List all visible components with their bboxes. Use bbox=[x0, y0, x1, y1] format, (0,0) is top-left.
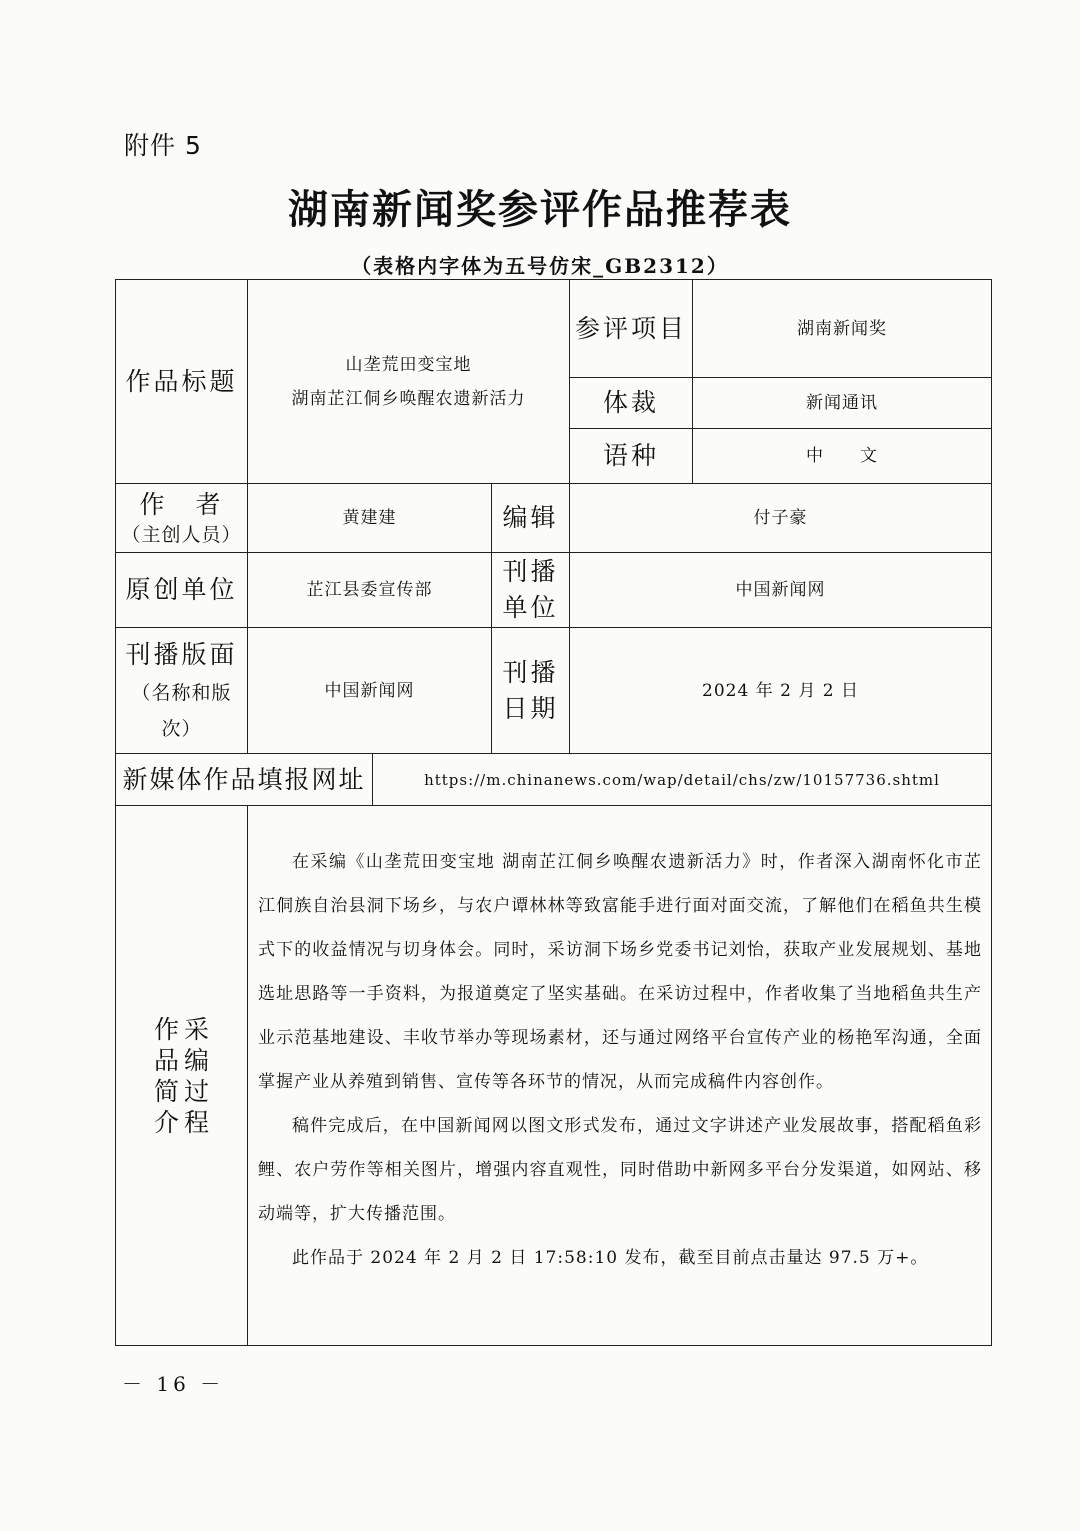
layout-label bbox=[115, 627, 248, 754]
author-sublabel: （主创人员） bbox=[121, 523, 242, 546]
work-title-line-1: 山垄荒田变宝地 bbox=[345, 354, 472, 375]
language-label-text: 语种 bbox=[602, 441, 659, 470]
genre-label bbox=[569, 377, 693, 429]
genre-value bbox=[692, 377, 992, 429]
publisher-value-text: 中国新闻网 bbox=[735, 580, 826, 600]
category-label-text: 参评项目 bbox=[574, 313, 687, 343]
author-label bbox=[115, 483, 248, 553]
layout-sublabel-2: 次） bbox=[161, 717, 202, 740]
origin-unit-label-text: 原创单位 bbox=[125, 575, 238, 604]
publisher-label bbox=[491, 552, 570, 628]
editor-label bbox=[491, 483, 570, 553]
publisher-label-line-2: 单位 bbox=[502, 593, 559, 622]
page-number: － 16 － bbox=[122, 1372, 225, 1396]
process-label-char: 品 bbox=[153, 1045, 179, 1075]
layout-value bbox=[247, 627, 492, 754]
layout-label-text: 刊播版面 bbox=[125, 639, 238, 669]
page-title: 湖南新闻奖参评作品推荐表 bbox=[288, 187, 792, 233]
language-value-text: 中 文 bbox=[806, 446, 878, 466]
work-title-value bbox=[247, 279, 570, 484]
process-label-char: 简 bbox=[153, 1076, 179, 1106]
genre-value-text: 新闻通讯 bbox=[806, 393, 878, 413]
process-label bbox=[115, 805, 248, 1346]
process-label-char: 程 bbox=[183, 1107, 209, 1137]
url-value bbox=[372, 753, 992, 806]
process-label-char: 作 bbox=[153, 1014, 179, 1044]
origin-unit-value-text: 芷江县委宣传部 bbox=[306, 580, 433, 600]
process-label-char: 介 bbox=[153, 1107, 179, 1137]
url-label bbox=[115, 753, 373, 806]
genre-label-text: 体裁 bbox=[602, 388, 659, 417]
layout-sublabel-1: （名称和版 bbox=[131, 681, 232, 704]
process-description bbox=[258, 840, 982, 1280]
origin-unit-value bbox=[247, 552, 492, 628]
publish-date-label-line-1: 刊播 bbox=[502, 657, 559, 687]
attachment-label: 附件 5 bbox=[124, 131, 202, 160]
category-value bbox=[692, 279, 992, 378]
publish-date-label-line-2: 日期 bbox=[502, 693, 559, 723]
language-value bbox=[692, 428, 992, 484]
origin-unit-label bbox=[115, 552, 248, 628]
publish-date-value-text: 2024 年 2 月 2 日 bbox=[702, 680, 859, 701]
publish-date-value bbox=[569, 627, 992, 754]
url-label-text: 新媒体作品填报网址 bbox=[122, 764, 366, 794]
process-paragraph-1: 在采编《山垄荒田变宝地 湖南芷江侗乡唤醒农遗新活力》时，作者深入湖南怀化市芷江侗族自治县洞下场乡，与农户谭林林等致富能手进行面对面交流，了解他们在稻鱼共生模式下的收益情况与切身体会。同时，采访洞下场乡党委书记刘怡，获取产业发展规划、基地选址思路等一手资料，为报道奠定了坚实基础。在采访过程中，作者收集了当地稻鱼共生产业示范基地建设、丰收节举办等现场素材，还与通过网络平台宣传产业的杨艳军沟通，全面掌握产业从养殖到销售、宣传等各环节的情况，从而完成稿件内容创作。 bbox=[258, 852, 982, 1092]
author-value bbox=[247, 483, 492, 553]
process-paragraph-3: 此作品于 2024 年 2 月 2 日 17:58:10 发布，截至目前点击量达 97.5 万+。 bbox=[292, 1248, 929, 1268]
process-label-char: 过 bbox=[183, 1076, 209, 1106]
work-title-label bbox=[115, 279, 248, 484]
publish-date-label bbox=[491, 627, 570, 754]
category-label bbox=[569, 279, 693, 378]
layout-value-text: 中国新闻网 bbox=[324, 680, 415, 701]
url-value-text: https://m.chinanews.com/wap/detail/chs/zw/10157736.shtml bbox=[424, 770, 940, 789]
author-label-text: 作 者 bbox=[139, 489, 224, 519]
editor-value-text: 付子豪 bbox=[753, 508, 808, 528]
process-paragraph-2: 稿件完成后，在中国新闻网以图文形式发布，通过文字讲述产业发展故事，搭配稻鱼彩鲤、农户劳作等相关图片，增强内容直观性，同时借助中新网多平台分发渠道，如网站、移动端等，扩大传播范围。 bbox=[258, 1116, 982, 1224]
editor-label-text: 编辑 bbox=[502, 503, 559, 532]
work-title-line-2: 湖南芷江侗乡唤醒农遗新活力 bbox=[291, 388, 526, 409]
editor-value bbox=[569, 483, 992, 553]
process-label-char: 采 bbox=[183, 1014, 209, 1044]
publisher-label-line-1: 刊播 bbox=[502, 557, 559, 586]
work-title-label-text: 作品标题 bbox=[125, 366, 238, 396]
author-value-text: 黄建建 bbox=[342, 508, 397, 528]
process-label-grid bbox=[152, 1014, 212, 1138]
process-label-char: 编 bbox=[183, 1045, 209, 1075]
page-subtitle: （表格内字体为五号仿宋_GB2312） bbox=[351, 254, 729, 278]
language-label bbox=[569, 428, 693, 484]
publisher-value bbox=[569, 552, 992, 628]
category-value-text: 湖南新闻奖 bbox=[797, 318, 887, 339]
